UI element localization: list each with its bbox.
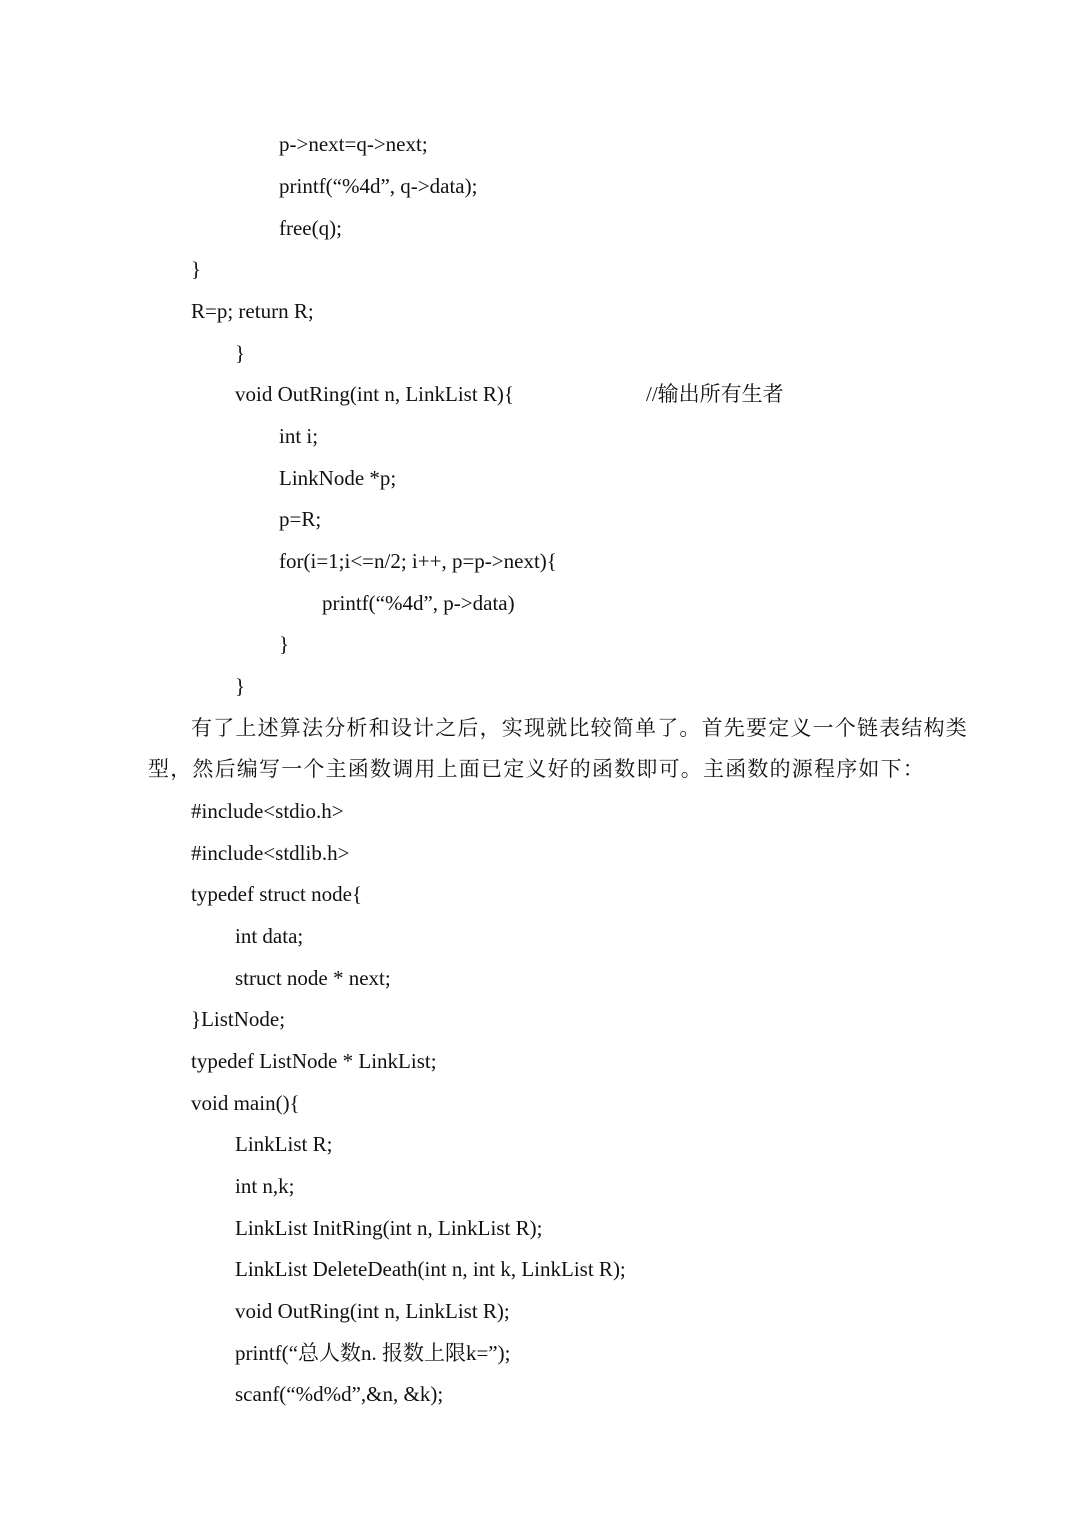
paragraph-line-1: 有了上述算法分析和设计之后，实现就比较简单了。首先要定义一个链表结构类 [191, 716, 968, 740]
code-line: void OutRing(int n, LinkList R){ [235, 382, 514, 406]
code-line: #include<stdio.h> [191, 799, 344, 823]
paragraph-line-2: 型，然后编写一个主函数调用上面已定义好的函数即可。主函数的源程序如下： [148, 757, 925, 781]
code-line: printf(“%4d”, q->data); [279, 174, 478, 198]
code-line: LinkList InitRing(int n, LinkList R); [235, 1216, 543, 1240]
code-line: struct node * next; [235, 966, 391, 990]
code-line: printf(“总人数n. 报数上限k=”); [235, 1341, 511, 1365]
code-line: typedef ListNode * LinkList; [191, 1049, 437, 1073]
code-line: free(q); [279, 216, 342, 240]
code-line: int data; [235, 924, 304, 948]
code-line: } [235, 341, 246, 365]
code-line: printf(“%4d”, p->data) [322, 591, 515, 615]
code-line: } [235, 674, 246, 698]
code-comment: //输出所有生者 [646, 382, 784, 406]
code-line: R=p; return R; [191, 299, 314, 323]
code-line: int n,k; [235, 1174, 295, 1198]
code-line: }ListNode; [191, 1007, 286, 1031]
code-line: LinkList R; [235, 1132, 333, 1156]
code-line: p->next=q->next; [279, 132, 428, 156]
code-line: scanf(“%d%d”,&n, &k); [235, 1382, 444, 1406]
code-line: LinkList DeleteDeath(int n, int k, LinkList R); [235, 1257, 626, 1281]
code-line: p=R; [279, 507, 322, 531]
code-line: } [279, 632, 290, 656]
code-line: void OutRing(int n, LinkList R); [235, 1299, 510, 1323]
code-line: } [191, 257, 202, 281]
code-line: for(i=1;i<=n/2; i++, p=p->next){ [279, 549, 557, 573]
code-line: #include<stdlib.h> [191, 841, 350, 865]
code-line: int i; [279, 424, 319, 448]
code-line: LinkNode *p; [279, 466, 397, 490]
code-line: void main(){ [191, 1091, 300, 1115]
code-line: typedef struct node{ [191, 882, 363, 906]
